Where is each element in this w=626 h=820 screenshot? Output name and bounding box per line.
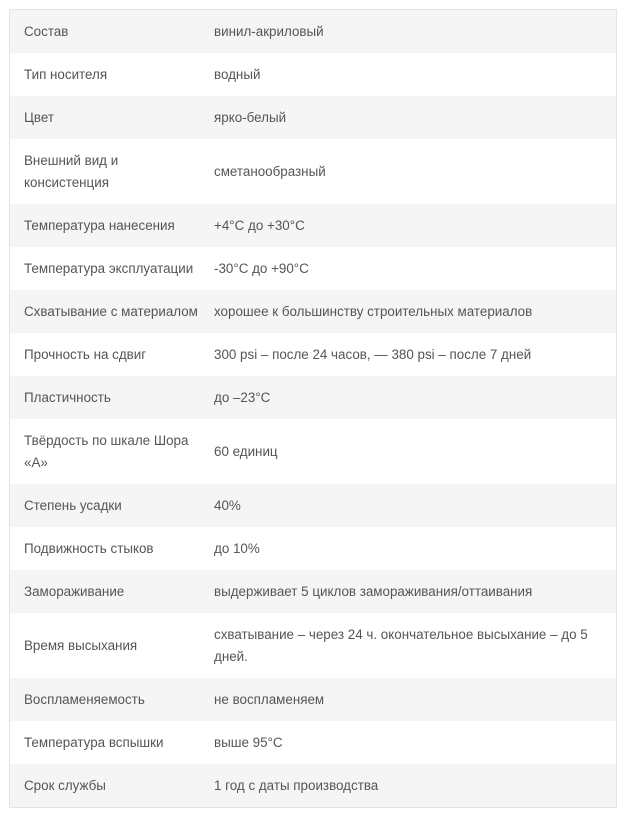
spec-label: Внешний вид и консистенция — [24, 152, 119, 190]
spec-label: Цвет — [24, 109, 55, 125]
table-row — [10, 247, 616, 290]
table-row — [10, 96, 616, 139]
spec-value: не воспламеняем — [214, 691, 325, 707]
spec-label: Степень усадки — [24, 497, 122, 513]
spec-label: Состав — [24, 23, 69, 39]
spec-label: Температура вспышки — [24, 734, 164, 750]
spec-value: до –23°С — [214, 389, 271, 405]
spec-value: водный — [214, 66, 261, 82]
spec-label: Твёрдость по шкале Шора «А» — [24, 432, 189, 470]
spec-label: Прочность на сдвиг — [24, 346, 147, 362]
spec-label: Температура эксплуатации — [24, 260, 194, 276]
table-row — [10, 10, 616, 53]
table-row — [10, 678, 616, 721]
spec-value: 1 год с даты производства — [214, 777, 379, 793]
table-row — [10, 333, 616, 376]
spec-label: Пластичность — [24, 389, 111, 405]
spec-label: Время высыхания — [24, 637, 138, 653]
spec-label: Подвижность стыков — [24, 540, 154, 556]
spec-value: -30°С до +90°С — [214, 260, 309, 276]
table-row — [10, 139, 616, 204]
table-row — [10, 527, 616, 570]
spec-value: 300 psi – после 24 часов, — 380 psi – после 7 дней — [214, 346, 532, 362]
spec-value: хорошее к большинству строительных материалов — [214, 303, 533, 319]
spec-value: схватывание – через 24 ч. окончательное высыхание – до 5 дней. — [214, 626, 588, 664]
table-row — [10, 484, 616, 527]
table-row — [10, 721, 616, 764]
table-row — [10, 764, 616, 807]
specifications-table — [9, 9, 617, 808]
table-row — [10, 290, 616, 333]
spec-value: 60 единиц — [214, 443, 278, 459]
spec-value: ярко-белый — [214, 109, 287, 125]
spec-value: винил-акриловый — [214, 23, 324, 39]
table-row — [10, 376, 616, 419]
table-row — [10, 570, 616, 613]
spec-label: Схватывание с материалом — [24, 303, 198, 319]
spec-label: Замораживание — [24, 583, 125, 599]
table-row — [10, 53, 616, 96]
spec-value: до 10% — [214, 540, 260, 556]
table-row — [10, 419, 616, 484]
spec-value: +4°С до +30°С — [214, 217, 305, 233]
spec-label: Воспламеняемость — [24, 691, 145, 707]
spec-label: Температура нанесения — [24, 217, 175, 233]
table-row — [10, 204, 616, 247]
spec-value: выше 95°С — [214, 734, 283, 750]
table-row — [10, 613, 616, 678]
spec-value: сметанообразный — [214, 163, 326, 179]
spec-value: 40% — [214, 497, 241, 513]
spec-value: выдерживает 5 циклов замораживания/оттаивания — [214, 583, 533, 599]
spec-label: Срок службы — [24, 777, 106, 793]
spec-label: Тип носителя — [24, 66, 108, 82]
